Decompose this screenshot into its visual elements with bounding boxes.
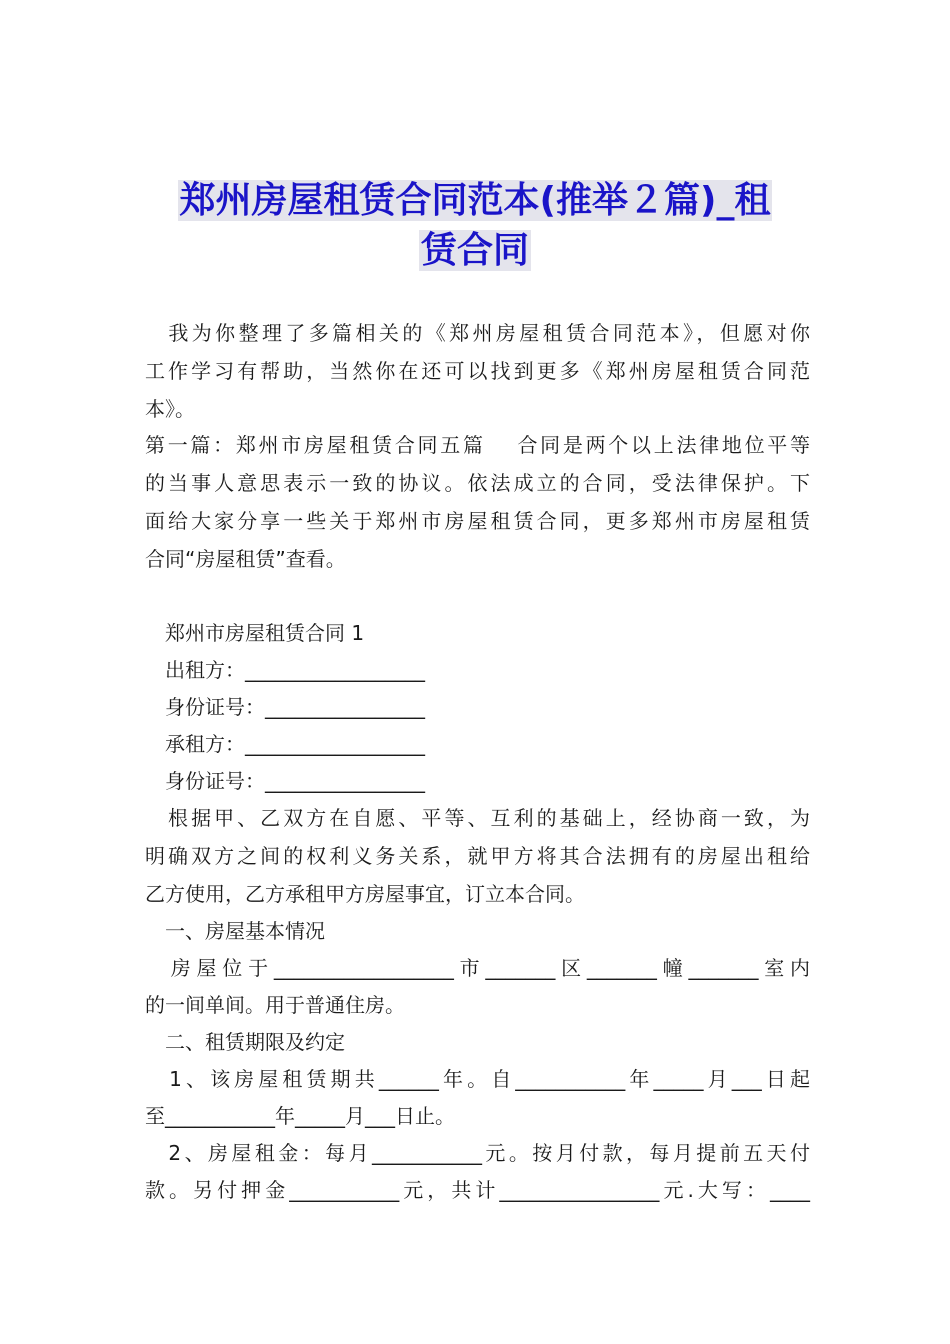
section-1-heading: 一、房屋基本情况: [145, 919, 325, 943]
section-1-location-line-2: 的一间单间。用于普通住房。: [145, 993, 405, 1017]
lessee-field: 承租方：__________________: [145, 732, 425, 756]
chapter-one-line-1: 第一篇：郑州市房屋租赁合同五篇 合同是两个以上法律地位平等: [145, 433, 810, 457]
preamble-line-2: 明确双方之间的权利义务关系，就甲方将其合法拥有的房屋出租给: [145, 844, 810, 868]
section-2-heading: 二、租赁期限及约定: [145, 1030, 345, 1054]
contract-heading: 郑州市房屋租赁合同 1: [145, 621, 365, 645]
section-2-term-line-1: 1、该房屋租赁期共______年。自___________年_____月___日起: [145, 1067, 810, 1091]
document-title-line-2: 赁合同: [420, 230, 529, 271]
chapter-one-line-2: 的当事人意思表示一致的协议。依法成立的合同，受法律保护。下: [145, 471, 810, 495]
preamble-line-1: 根据甲、乙双方在自愿、平等、互利的基础上，经协商一致，为: [145, 806, 810, 830]
lessee-id-field: 身份证号：________________: [145, 769, 425, 793]
intro-paragraph-line-3: 本》。: [145, 397, 195, 421]
document-title-line-1: 郑州房屋租赁合同范本(推举２篇)_租: [179, 180, 771, 221]
preamble-line-3: 乙方使用，乙方承租甲方房屋事宜，订立本合同。: [145, 882, 585, 906]
section-1-location-line-1: 房屋位于__________________市_______区_______幢_______室内: [145, 956, 810, 980]
intro-paragraph-line-2: 工作学习有帮助，当然你在还可以找到更多《郑州房屋租赁合同范: [145, 359, 810, 383]
section-2-term-line-2: 至___________年_____月___日止。: [145, 1104, 455, 1128]
lessor-id-field: 身份证号：________________: [145, 695, 425, 719]
chapter-one-line-4: 合同“房屋租赁”查看。: [145, 547, 346, 571]
section-2-rent-line-2: 款。另付押金___________元，共计________________元.大写：____: [145, 1178, 810, 1202]
lessor-field: 出租方：__________________: [145, 658, 425, 682]
intro-paragraph-line-1: 我为你整理了多篇相关的《郑州房屋租赁合同范本》，但愿对你: [145, 321, 810, 345]
chapter-one-line-3: 面给大家分享一些关于郑州市房屋租赁合同，更多郑州市房屋租赁: [145, 509, 810, 533]
section-2-rent-line-1: 2、房屋租金：每月___________元。按月付款，每月提前五天付: [145, 1141, 810, 1165]
